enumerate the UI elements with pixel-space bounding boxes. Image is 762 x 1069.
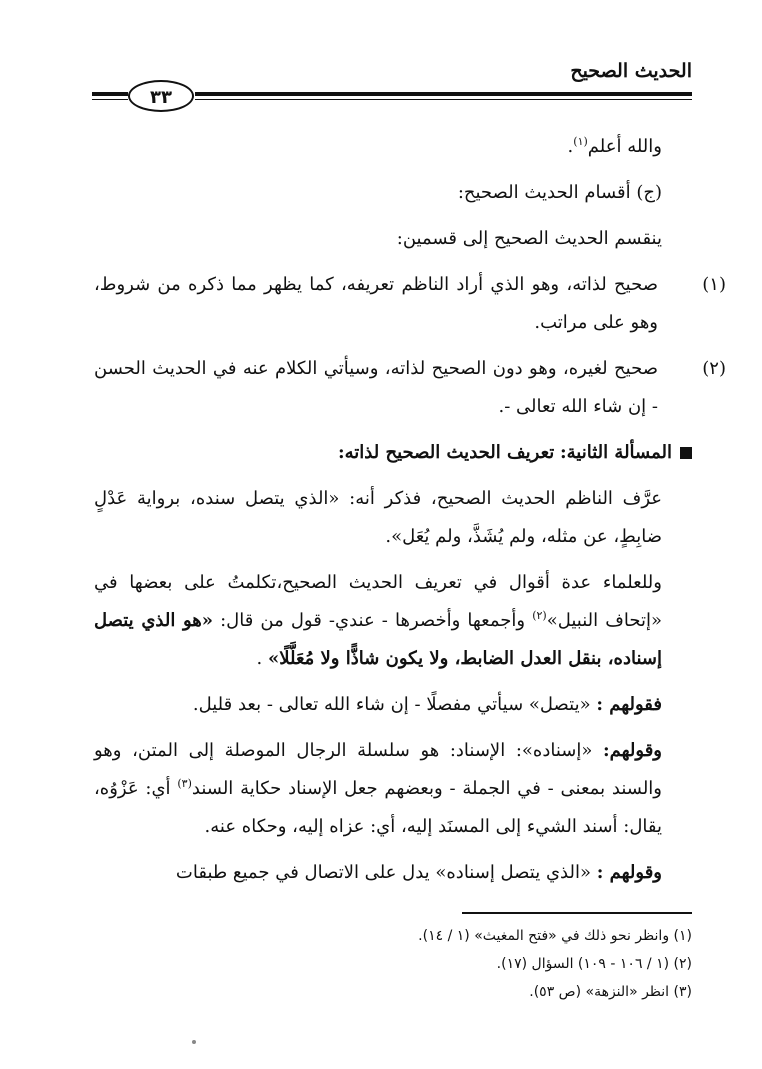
footnote-1: (١) وانظر نحو ذلك في «فتح المغيث» (١ / ١٤).	[418, 928, 692, 944]
paragraph-scholars: وللعلماء عدة أقوال في تعريف الحديث الصحيح،تكلمتُ على بعضها في «إتحاف النبيل»$^{(٢)}$ وأجمعها وأخصرها - عندي- قول من قال: «هو الذي يتصل إسناده، بنقل العدل الضابط، ولا يكون شاذًّا ولا مُعَلَّلًا» .	[94, 572, 663, 669]
section-label: المسألة الثانية:	[560, 442, 672, 463]
paragraph-definition: عرَّف الناظم الحديث الصحيح، فذكر أنه: «الذي يتصل سنده، برواية عَدْلٍ ضابِطٍ، عن مثله، ولم يُشَذَّ، ولم يُعَل».	[94, 488, 662, 547]
footnote-ref-2: (٢)	[532, 609, 547, 622]
paragraph-closing: والله أعلم$^{(١)}$.	[567, 135, 662, 157]
header-rule-left-thick	[92, 92, 128, 96]
paragraph-isnad: وقولهم: «إسناده»: الإسناد: هو سلسلة الرجال الموصلة إلى المتن، وهو والسند بمعنى - في الجملة - وبعضهم جعل الإسناد حكاية السند$^{(٣)}$ أي: عَزْوُه، يقال: أسند الشيء إلى المسنَد إليه، أي: عزاه إليه، وحكاه عنه.	[94, 740, 663, 837]
footnote-ref-1: (١)	[573, 135, 588, 148]
footnote-3: (٣) انظر «النزهة» (ص ٥٣).	[529, 984, 692, 1000]
header-rule-thick	[195, 92, 692, 96]
list-item-2: (٢)صحيح لغيره، وهو دون الصحيح لذاته، وسيأتي الكلام عنه في الحديث الحسن - إن شاء الله تعالى -.	[94, 350, 692, 426]
header-rule-left-thin	[92, 99, 128, 100]
body-text	[94, 128, 726, 900]
footnote-ref-3: (٣)	[177, 777, 192, 790]
subheading-sections: (ج) أقسام الحديث الصحيح:	[457, 182, 662, 203]
paragraph-division: ينقسم الحديث الصحيح إلى قسمين:	[396, 228, 662, 249]
section-title: تعريف الحديث الصحيح لذاته:	[337, 442, 555, 463]
square-bullet-icon	[680, 447, 692, 459]
footnote-separator	[462, 912, 692, 914]
scan-speck	[192, 1040, 196, 1044]
paragraph-ittisal: وقولهم : «الذي يتصل إسناده» يدل على الاتصال في جميع طبقات	[175, 862, 662, 883]
running-header-title: الحديث الصحيح	[570, 60, 692, 82]
list-item-1: (١)صحيح لذاته، وهو الذي أراد الناظم تعريفه، كما يظهر مما ذكره من شروط، وهو على مراتب.	[94, 266, 692, 342]
section-heading	[94, 434, 692, 472]
footnotes	[94, 922, 692, 1006]
list-number: (١)	[702, 274, 726, 295]
page-number: ٣٣	[128, 80, 194, 112]
list-number: (٢)	[702, 358, 726, 379]
paragraph-yattasil: فقولهم : «يتصل» سيأتي مفصلًا - إن شاء الله تعالى - بعد قليل.	[192, 694, 662, 715]
header-rule-thin	[195, 99, 692, 100]
footnote-2: (٢) (١ / ١٠٦ - ١٠٩) السؤال (١٧).	[496, 956, 692, 972]
